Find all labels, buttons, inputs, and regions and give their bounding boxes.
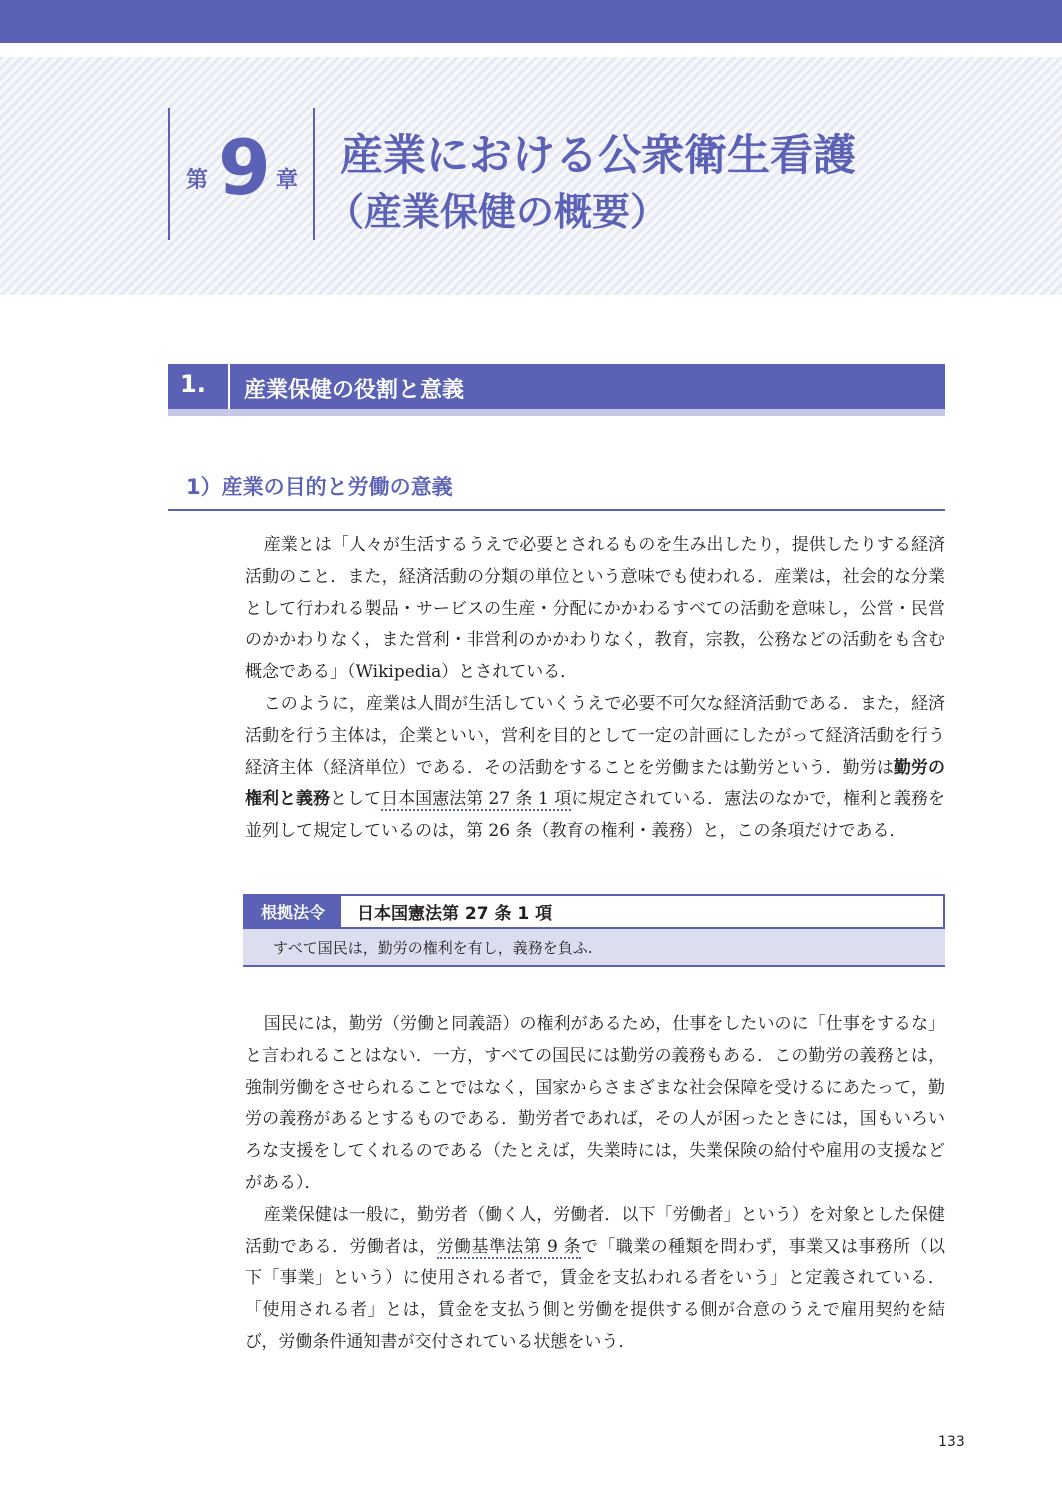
law-reference-link[interactable]: 労働基準法第 9 条 [436,1236,581,1257]
paragraph-text: として [330,789,382,810]
chapter-number: 9 [218,123,271,212]
law-reference-link[interactable]: 日本国憲法第 27 条 1 項 [381,789,572,810]
header-band [0,0,1062,43]
chapter-title: 産業における公衆衛生看護 [340,131,856,181]
section-heading [168,364,945,416]
section-title: 産業保健の役割と意義 [244,378,465,403]
chapter-prefix: 第 [186,168,209,193]
chapter-suffix: 章 [276,168,299,193]
legal-basis-label: 根拠法令 [245,896,341,927]
section-divider [228,364,230,409]
subsection-rule [168,509,945,511]
section-number: 1. [180,370,206,398]
subsection-title: 1）産業の目的と労働の意義 [186,475,453,499]
page-number: 133 [938,1434,965,1450]
chapter-divider [313,108,315,240]
paragraph-text: 産業保健は一般に，勤労者（働く人，労働者．以下「労働者」という）を対象とした保健活動である．労働者は， [245,1204,945,1257]
legal-basis-name: 日本国憲法第 27 条 1 項 [357,904,553,924]
paragraph-occupational-health [245,1200,945,1359]
chapter-subtitle: （産業保健の概要） [326,190,669,234]
paragraph-text: に規定されている．憲法のなかで，権利と義務を並列して規定しているのは，第 26 条（教育の権利・義務）と，この条項だけである． [245,789,945,842]
legal-basis-header [243,894,945,929]
legal-basis-box [243,894,945,967]
paragraph-industry-definition: 産業とは「人々が生活するうえで必要とされるものを生み出したり，提供したりする経済活動のこと．また，経済活動の分類の単位という意味でも使われる．産業は，社会的な分業として行われる製品・サービスの生産・分配にかかわるすべての活動を意味し，公営・民営のかかわりなく，また営利・非営利のかかわりなく，教育，宗教，公務などの活動をも含む概念である」（Wikipedia）とされている． [245,535,945,683]
body-text-bottom [245,1009,945,1359]
paragraph-labor-rights [245,689,945,848]
paragraph-text: このように，産業は人間が生活していくうえで必要不可欠な経済活動である．また，経済活動を行う主体は，企業といい，営利を目的として一定の計画にしたがって経済活動を行う経済主体（経済単位）である．その活動をすることを労働または勤労という．勤労は [245,693,945,778]
paragraph-duty-to-work: 国民には，勤労（労働と同義語）の権利があるため，仕事をしたいのに「仕事をするな」と言われることはない．一方，すべての国民には勤労の義務もある．この勤労の義務とは，強制労働をさせられることではなく，国家からさまざまな社会保障を受けるにあたって，勤労の義務があるとするものである．勤労者であれば，その人が困ったときには，国もいろいろな支援をしてくれるのである（たとえば，失業時には，失業保険の給付や雇用の支援などがある）． [245,1014,945,1193]
chapter-left-rule [168,108,170,240]
paragraph-text: で「職業の種類を問わず，事業又は事務所（以下「事業」という）に使用される者で，賃金を支払われる者をいう」と定義されている．「使用される者」とは，賃金を支払う側と労働を提供する側が合意のうえで雇用契約を結び，労働条件通知書が交付されている状態をいう． [245,1236,946,1352]
legal-basis-text: すべて国民は，勤労の権利を有し，義務を負ふ. [243,929,945,967]
keyword-labor-rights: 勤労の権利と義務 [245,757,946,810]
body-text-top [245,530,945,848]
